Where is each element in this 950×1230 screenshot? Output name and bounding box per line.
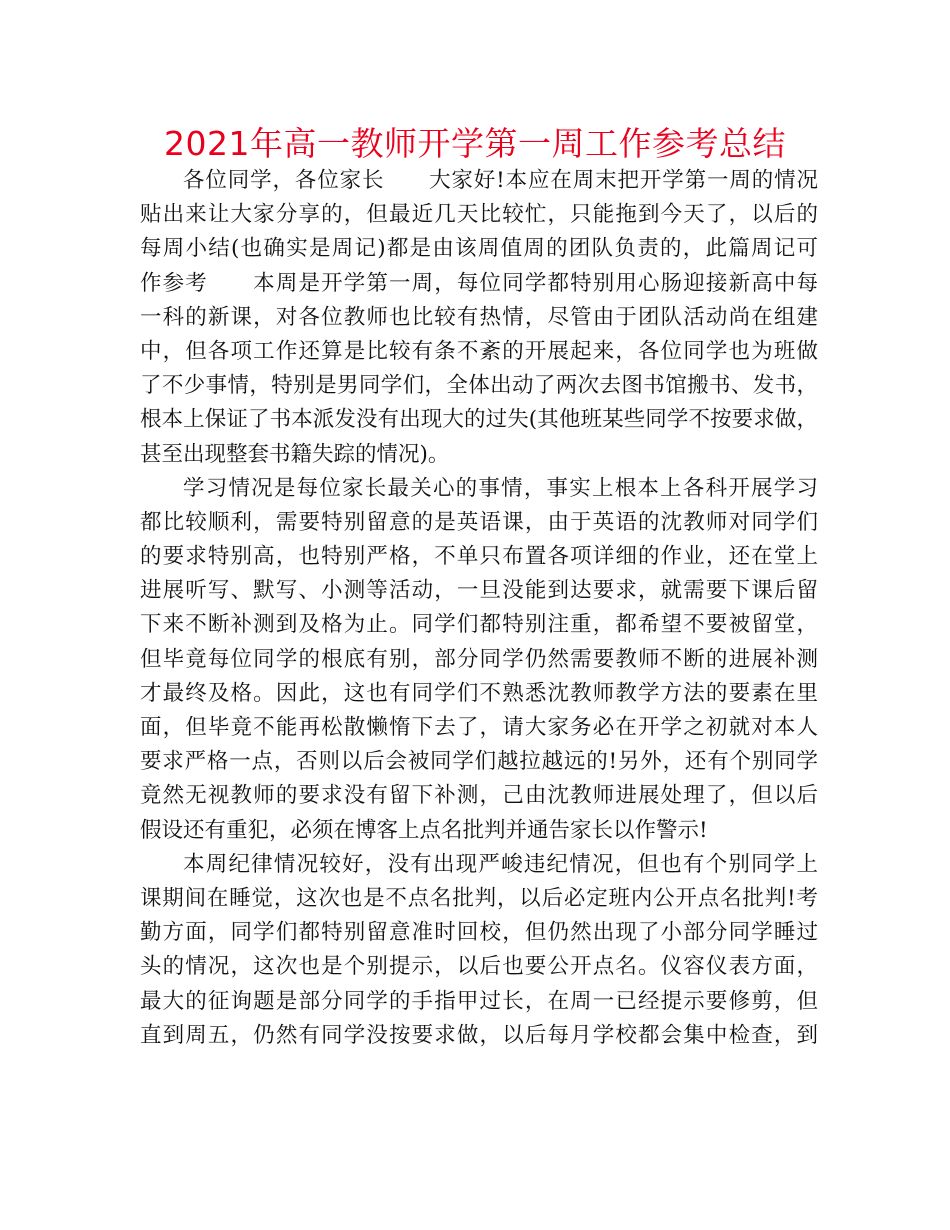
text-line: 勤方面，同学们都特别留意准时回校，但仍然出现了小部分同学睡过 [140,920,818,946]
text-line: 最大的征询题是部分同学的手指甲过长，在周一已经提示要修剪，但 [140,988,818,1014]
text-line: 都比较顺利，需要特别留意的是英语课，由于英语的沈教师对同学们 [140,509,818,535]
text-line: 竟然无视教师的要求没有留下补测，己由沈教师进展处理了，但以后 [140,783,818,809]
text-line: 各位同学，各位家长 大家好!本应在周末把开学第一周的情况 [183,168,818,193]
text-line: 头的情况，这次也是个别提示，以后也要公开点名。仪容仪表方面， [140,954,818,980]
text-line: 中，但各项工作还算是比较有条不紊的开展起来，各位同学也为班做 [140,338,818,364]
text-line: 的要求特别高，也特别严格，不单只布置各项详细的作业，还在堂上 [140,544,818,570]
text-line: 要求严格一点，否则以后会被同学们越拉越远的!另外，还有个别同学 [140,749,818,775]
text-line: 才最终及格。因此，这也有同学们不熟悉沈教师教学方法的要素在里 [140,680,818,706]
text-line: 根本上保证了书本派发没有出现大的过失(其他班某些同学不按要求做， [140,407,818,433]
text-line: 直到周五，仍然有同学没按要求做，以后每月学校都会集中检查，到 [140,1022,818,1048]
text-line: 甚至出现整套书籍失踪的情况)。 [140,441,450,467]
text-line: 贴出来让大家分享的，但最近几天比较忙，只能拖到今天了，以后的 [140,202,818,228]
text-line: 下来不断补测到及格为止。同学们都特别注重，都希望不要被留堂， [140,612,818,638]
text-line: 面，但毕竟不能再松散懒惰下去了，请大家务必在开学之初就对本人 [140,715,818,740]
text-line: 假设还有重犯，必须在博客上点名批判并通告家长以作警示! [140,817,708,843]
text-line: 课期间在睡觉，这次也是不点名批判，以后必定班内公开点名批判!考 [140,885,818,911]
text-line: 每周小结(也确实是周记)都是由该周值周的团队负责的，此篇周记可 [140,236,818,262]
text-line: 一科的新课，对各位教师也比较有热情，尽管由于团队活动尚在组建 [140,304,818,330]
text-line: 本周纪律情况较好，没有出现严峻违纪情况，但也有个别同学上 [183,851,818,877]
document-body [140,164,818,1053]
text-line: 学习情况是每位家长最关心的事情，事实上根本上各科开展学习 [183,475,818,501]
text-line: 但毕竟每位同学的根底有别，部分同学仍然需要教师不断的进展补测 [140,646,818,672]
text-line: 了不少事情，特别是男同学们，全体出动了两次去图书馆搬书、发书， [140,373,818,399]
text-line: 进展听写、默写、小测等活动，一旦没能到达要求，就需要下课后留 [140,578,818,604]
text-line: 作参考 本周是开学第一周，每位同学都特别用心肠迎接新高中每 [140,270,818,296]
document-title: 2021年高一教师开学第一周工作参考总结 [164,124,786,163]
